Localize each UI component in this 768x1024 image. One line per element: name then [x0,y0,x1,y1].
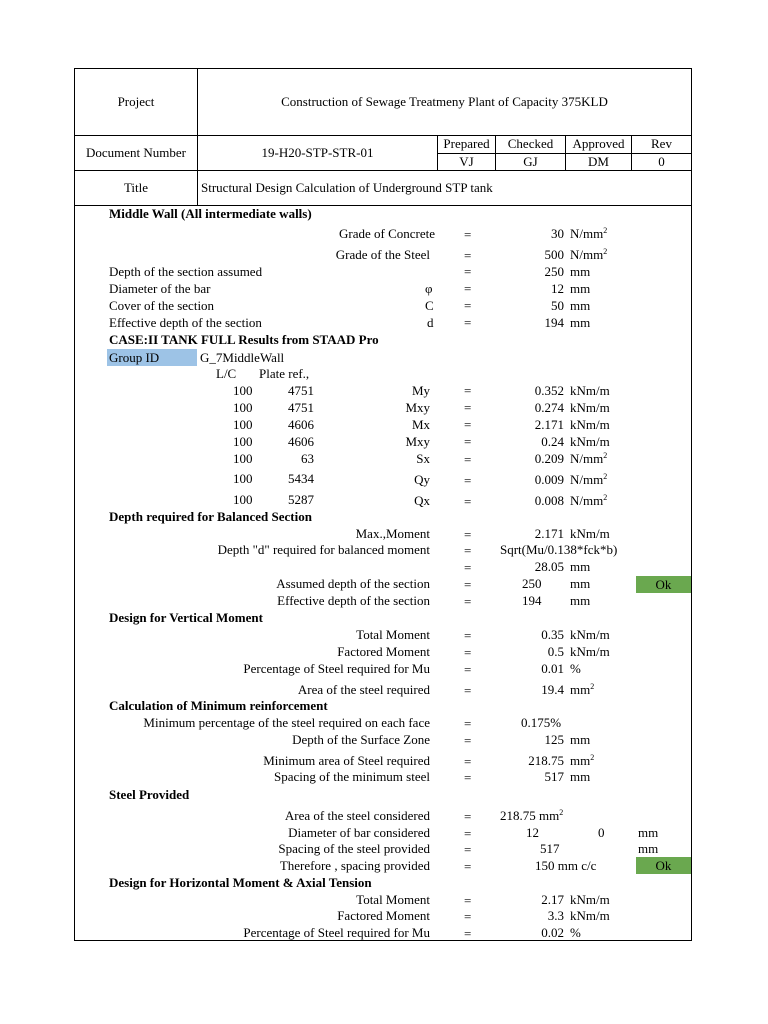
eff-symbol: d [427,315,434,330]
steel-unit: $N/mm^2$ [570,247,608,262]
eq: = [464,281,472,296]
row-value: 0.24 [541,434,564,449]
eq: = [464,227,472,242]
row-plate: 4606 [288,417,314,432]
pdia-label: Diameter of bar considered [288,825,430,840]
approved-label: Approved [566,136,631,154]
row-name: Qy [414,472,430,487]
assumed-label: Assumed depth of the section [276,576,430,591]
pspacing-unit: mm [638,841,659,856]
eq: = [464,859,472,874]
depth-label: Depth of the section assumed [109,264,263,279]
row-unit: kNm/m [570,400,610,415]
hfact-value: 3.3 [547,908,564,923]
assumed-unit: mm [570,576,591,591]
group-id-value: G_7MiddleWall [200,350,285,365]
row-name: Mxy [405,400,430,415]
eq: = [464,683,472,698]
minspacing-unit: mm [570,769,591,784]
row-name: My [411,383,430,398]
row-plate: 63 [301,451,314,466]
hfact-label: Factored Moment [337,908,430,923]
eq: = [464,909,472,924]
row-lc: 100 [233,471,253,486]
pdia-value1: 12 [526,825,539,840]
eq: = [464,298,472,313]
row-value: 0.009 [534,472,564,487]
eq: = [464,543,472,558]
approved-cell [565,136,631,170]
row-name: Qx [414,493,430,508]
row-unit: kNm/m [570,417,610,432]
vfact-label: Factored Moment [337,644,430,659]
eq: = [464,645,472,660]
minarea-value: 218.75 [528,753,564,768]
eq: = [464,560,472,575]
eq: = [464,417,472,432]
project-value: Construction of Sewage Treatmeny Plant of Capacity 375KLD [197,69,691,135]
row-plate: 4751 [288,400,314,415]
eq: = [464,628,472,643]
section-balanced: Depth required for Balanced Section [109,509,312,524]
eq: = [464,383,472,398]
checked-cell [495,136,565,170]
hpct-unit: % [570,925,581,940]
eff-label: Effective depth of the section [109,315,262,330]
section-vertical: Design for Vertical Moment [109,610,263,625]
ok-badge: Ok [636,857,691,874]
minpct-label: Minimum percentage of the steel required on each face [143,715,430,730]
row-unit: kNm/m [570,434,610,449]
section-horizontal: Design for Horizontal Moment & Axial Tension [109,875,372,890]
row-lc: 100 [233,492,253,507]
section-minimum: Calculation of Minimum reinforcement [109,698,328,713]
cover-value: 50 [551,298,564,313]
group-id-label: Group ID [109,350,160,365]
dia-label: Diameter of the bar [109,281,211,296]
eq: = [464,842,472,857]
prepared-label: Prepared [438,136,495,154]
eq: = [464,577,472,592]
approved-value: DM [588,153,609,169]
pspacing-value: 517 [540,841,560,856]
htotal-unit: kNm/m [570,892,610,907]
vtotal-value: 0.35 [541,627,564,642]
dreq-value: 28.05 [534,559,564,574]
section-steel-provided: Steel Provided [109,787,190,802]
eq: = [464,400,472,415]
section-middle-wall: Middle Wall (All intermediate walls) [109,206,312,221]
eff-value: 194 [544,315,564,330]
dreq-formula: Sqrt(Mu/0.138*fck*b) [500,542,618,557]
eq: = [464,809,472,824]
hfact-unit: kNm/m [570,908,610,923]
vpct-unit: % [570,661,581,676]
assumed-value: 250 [522,576,542,591]
row-lc: 100 [233,383,253,398]
ok-badge: Ok [636,576,691,593]
row-value: 0.008 [534,493,564,508]
vfact-value: 0.5 [547,644,564,659]
minarea-unit: $mm^2$ [570,753,595,768]
eq: = [464,315,472,330]
title-value: Structural Design Calculation of Underground STP tank [197,171,691,205]
title-row [75,171,691,206]
surface-label: Depth of the Surface Zone [292,732,430,747]
dia-symbol: φ [425,281,433,296]
eq: = [464,494,472,509]
depth-unit: mm [570,264,591,279]
row-unit: kNm/m [570,383,610,398]
varea-unit: $mm^2$ [570,682,595,697]
docnum-label: Document Number [85,145,186,160]
eq: = [464,733,472,748]
vpct-value: 0.01 [541,661,564,676]
eq: = [464,826,472,841]
max-moment-label: Max.,Moment [355,526,430,541]
row-lc: 100 [233,451,253,466]
eq: = [464,594,472,609]
row-lc: 100 [233,417,253,432]
eq: = [464,248,472,263]
eq: = [464,527,472,542]
pdia-value2: 0 [598,825,605,840]
row-plate: 4606 [288,434,314,449]
row-lc: 100 [233,400,253,415]
max-moment-value: 2.171 [534,526,564,541]
lc-header: L/C [216,366,237,381]
checked-label: Checked [496,136,565,154]
row-plate: 4751 [288,383,314,398]
project-label: Project [117,94,155,109]
eff-unit: mm [570,315,591,330]
pdia-unit: mm [638,825,659,840]
pspacing-label: Spacing of the steel provided [278,841,430,856]
eq: = [464,754,472,769]
rev-value: 0 [658,153,665,169]
eff2-label: Effective depth of the section [277,593,430,608]
row-plate: 5434 [288,471,314,486]
hpct-label: Percentage of Steel required for Mu [243,925,430,940]
depth-value: 250 [544,264,564,279]
steel-value: 500 [544,247,564,262]
cover-unit: mm [570,298,591,313]
title-label: Title [123,180,149,195]
rev-cell [631,136,691,170]
checked-value: GJ [523,153,538,169]
eq: = [464,264,472,279]
minpct-value: 0.175% [521,715,562,730]
dia-unit: mm [570,281,591,296]
row-name: Sx [416,451,430,466]
dreq-unit: mm [570,559,591,574]
htotal-label: Total Moment [356,892,430,907]
section-case2: CASE:II TANK FULL Results from STAAD Pro [109,332,379,347]
row-value: 0.209 [534,451,564,466]
steel-label: Grade of the Steel [335,247,430,262]
minarea-label: Minimum area of Steel required [263,753,430,768]
hpct-value: 0.02 [541,925,564,940]
cover-symbol: C [425,298,434,313]
calculation-sheet [74,68,692,941]
vfact-unit: kNm/m [570,644,610,659]
plate-header: Plate ref., [259,366,310,381]
prepared-value: VJ [459,153,474,169]
row-value: 0.274 [534,400,564,415]
eff2-unit: mm [570,593,591,608]
varea-label: Area of the steel required [297,682,430,697]
row-unit: $N/mm^2$ [570,493,608,508]
document-number-row [75,136,691,171]
therefore-value: 150 mm c/c [535,858,597,873]
eq: = [464,770,472,785]
concrete-label: Grade of Concrete [338,226,435,241]
eq: = [464,473,472,488]
eq: = [464,926,472,941]
concrete-unit: $N/mm^2$ [570,226,608,241]
vtotal-label: Total Moment [356,627,430,642]
minspacing-value: 517 [544,769,564,784]
max-moment-unit: kNm/m [570,526,610,541]
vpct-label: Percentage of Steel required for Mu [243,661,430,676]
row-plate: 5287 [288,492,314,507]
docnum-value: 19-H20-STP-STR-01 [197,136,437,170]
eq: = [464,434,472,449]
parea-label: Area of the steel considered [284,808,430,823]
row-name: Mxy [405,434,430,449]
parea-value: 218.75 $mm^2$ [500,808,564,823]
varea-value: 19.4 [541,682,564,697]
eq: = [464,662,472,677]
prepared-cell [437,136,495,170]
project-row [75,69,691,136]
therefore-label: Therefore , spacing provided [279,858,430,873]
row-lc: 100 [233,434,253,449]
rev-label: Rev [632,136,691,154]
eq: = [464,716,472,731]
row-value: 2.171 [534,417,564,432]
row-unit: $N/mm^2$ [570,451,608,466]
eq: = [464,452,472,467]
row-name: Mx [411,417,430,432]
row-value: 0.352 [534,383,564,398]
dia-value: 12 [551,281,564,296]
concrete-value: 30 [551,226,564,241]
eq: = [464,893,472,908]
vtotal-unit: kNm/m [570,627,610,642]
minspacing-label: Spacing of the minimum steel [274,769,430,784]
htotal-value: 2.17 [541,892,564,907]
row-unit: $N/mm^2$ [570,472,608,487]
surface-unit: mm [570,732,591,747]
cover-label: Cover of the section [109,298,215,313]
surface-value: 125 [544,732,564,747]
dreq-label: Depth "d" required for balanced moment [217,542,430,557]
eff2-value: 194 [522,593,542,608]
